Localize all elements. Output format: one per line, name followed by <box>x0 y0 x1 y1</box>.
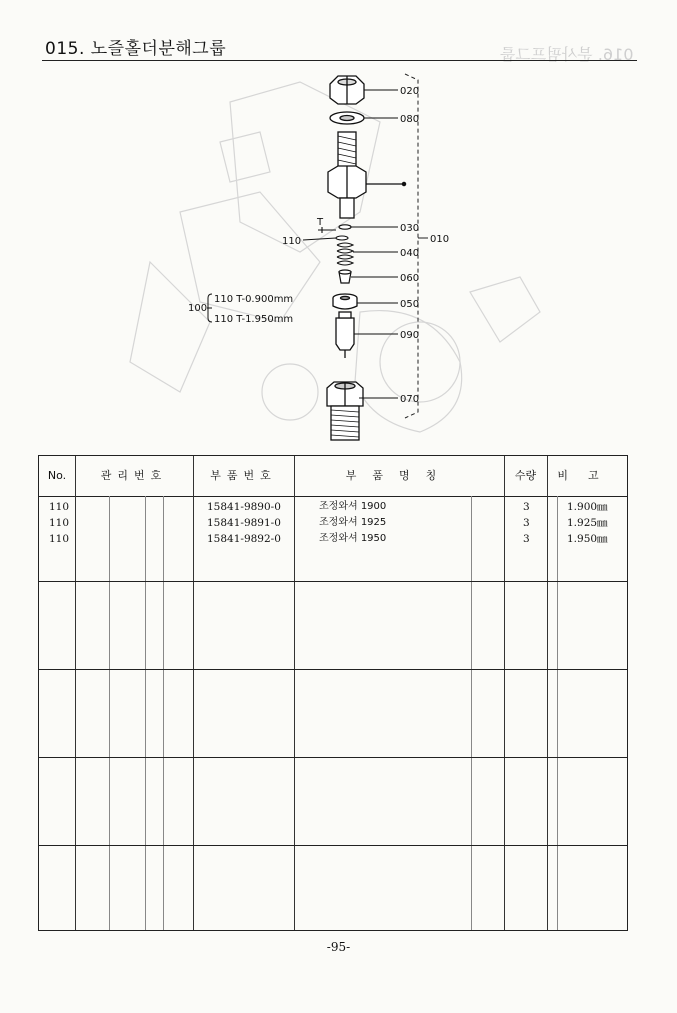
header-rule <box>42 60 637 61</box>
spring-seat-060 <box>339 270 351 283</box>
row-qty: 3 <box>523 533 530 545</box>
callout-070: 070 <box>400 394 420 405</box>
row-note: 1.950㎜ <box>567 533 608 545</box>
callout-060: 060 <box>400 273 420 284</box>
row-qty: 3 <box>523 517 530 529</box>
header-management-no: 관리번호 <box>100 469 168 482</box>
table-row <box>39 515 627 531</box>
row-no: 110 <box>49 533 70 545</box>
row-part-no: 15841-9891-0 <box>207 517 281 529</box>
header-part-name: 부품명칭 <box>345 469 453 482</box>
nozzle-holder-body <box>328 132 406 218</box>
shim-030 <box>339 225 351 229</box>
row-no: 110 <box>49 517 70 529</box>
table-header <box>39 456 627 497</box>
callout-080: 080 <box>400 114 420 125</box>
thickness-t-label: T <box>317 217 324 228</box>
table-row <box>39 499 627 515</box>
header-qty: 수량 <box>514 469 537 482</box>
callout-110: 110 <box>282 236 302 247</box>
header-no: No. <box>47 469 67 482</box>
row-part-name: 조정와셔 1950 <box>319 533 387 544</box>
row-note: 1.900㎜ <box>567 501 608 513</box>
assembly-bracket <box>405 74 418 418</box>
cap-nut-020 <box>330 76 364 104</box>
row-part-no: 15841-9890-0 <box>207 501 281 513</box>
page-number: -95- <box>326 940 351 954</box>
bleed-through-title: 016. 분사펌프그룹 <box>499 45 633 64</box>
callout-030: 030 <box>400 223 420 234</box>
gasket-080 <box>330 112 364 124</box>
table-row <box>39 531 627 547</box>
distance-piece-050 <box>333 294 357 309</box>
row-note: 1.925㎜ <box>567 517 608 529</box>
parts-table <box>38 455 628 931</box>
callout-050: 050 <box>400 299 420 310</box>
row-no: 110 <box>49 501 70 513</box>
callout-090: 090 <box>400 330 420 341</box>
washer-spec-line-2: 110 T-1.950mm <box>214 314 294 325</box>
retaining-nut-070 <box>327 382 363 440</box>
washer-group-number: 100 <box>188 303 208 314</box>
row-part-name: 조정와셔 1900 <box>319 501 387 512</box>
washer-spec-line-1: 110 T-0.900mm <box>214 294 294 305</box>
row-part-name: 조정와셔 1925 <box>319 517 387 528</box>
faint-background-drawing <box>130 82 540 432</box>
header-part-no: 부품번호 <box>210 469 277 482</box>
header-note: 비고 <box>557 469 619 482</box>
row-part-no: 15841-9892-0 <box>207 533 281 545</box>
callout-040: 040 <box>400 248 420 259</box>
page-title: 015. 노즐홀더분해그룹 <box>45 39 227 59</box>
callout-020: 020 <box>400 86 420 97</box>
exploded-parts-diagram <box>0 62 677 452</box>
nozzle-090 <box>336 312 354 358</box>
callout-010: 010 <box>430 234 450 245</box>
spring-040 <box>337 243 353 265</box>
row-qty: 3 <box>523 501 530 513</box>
